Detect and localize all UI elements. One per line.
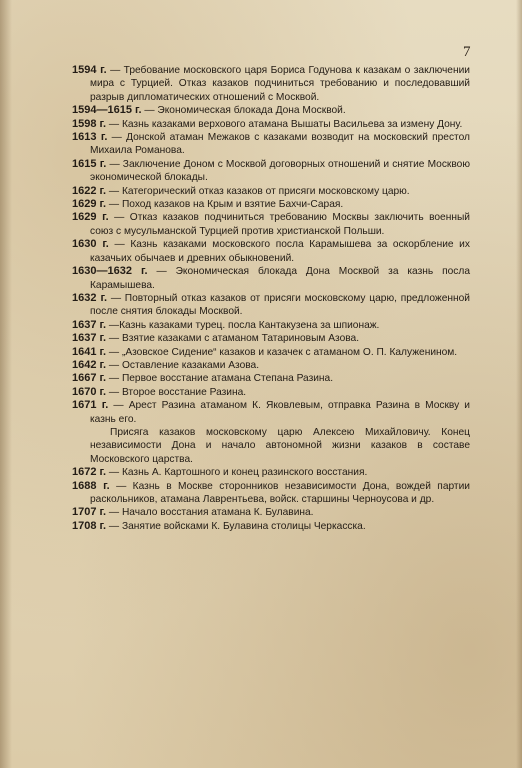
entry-text: — Занятие войсками К. Булавина столицы Черкасска. bbox=[108, 520, 366, 532]
entry-text: — Донской атаман Межаков с казаками возводит на московский престол Михаила Романова. bbox=[90, 132, 470, 157]
chronology-list bbox=[72, 64, 470, 533]
chronology-entry bbox=[72, 292, 470, 319]
entry-text: — Экономическая блокада Дона Москвой. bbox=[144, 105, 346, 117]
entry-text: — Казнь казаками верхового атамана Вышаты Васильева за измену Дону. bbox=[108, 118, 463, 130]
entry-text: — Требование московского царя Бориса Годунова к казакам о заключении мира с Турцией. Отказ казаков подчиниться требованию и последовавший разрыв дипломатических отношений с Москвой. bbox=[90, 65, 470, 103]
entry-year: 1641 г. bbox=[72, 345, 107, 358]
entry-text: — Повторный отказ казаков от присяги московскому царю, предложенной после снятия блокады Москвой. bbox=[90, 292, 470, 318]
chronology-entry bbox=[72, 506, 470, 519]
page-right-edge bbox=[516, 0, 522, 768]
entry-text: — Начало восстания атамана К. Булавина. bbox=[108, 507, 314, 519]
chronology-entry bbox=[72, 64, 470, 104]
entry-text: — Оставление казаками Азова. bbox=[108, 359, 260, 371]
entry-text: — Первое восстание атамана Степана Разина. bbox=[108, 373, 334, 385]
entry-year: 1637 г. bbox=[72, 332, 107, 345]
entry-year: 1622 г. bbox=[72, 184, 107, 197]
entry-year: 1637 г. bbox=[72, 318, 107, 331]
entry-year: 1670 г. bbox=[72, 385, 107, 398]
chronology-entry bbox=[72, 332, 470, 345]
entry-year: 1708 г. bbox=[72, 519, 107, 532]
chronology-entry bbox=[72, 118, 470, 131]
chronology-entry bbox=[72, 372, 470, 385]
entry-year: 1598 г. bbox=[72, 117, 107, 130]
chronology-entry bbox=[72, 466, 470, 479]
entry-year: 1688 г. bbox=[72, 479, 110, 492]
entry-text: — Второе восстание Разина. bbox=[108, 386, 247, 398]
entry-text: — Казнь А. Картошного и конец разинского восстания. bbox=[108, 467, 368, 479]
entry-text: — Казнь казаками московского посла Карамышева за оскорбление их казачьих обычаев и древних обыкновений. bbox=[90, 239, 470, 264]
entry-year: 1630—1632 г. bbox=[72, 265, 148, 278]
chronology-entry bbox=[72, 185, 470, 198]
entry-year: 1594 г. bbox=[72, 64, 107, 76]
chronology-entry bbox=[72, 319, 470, 332]
entry-text: — Поход казаков на Крым и взятие Бахчи-Сарая. bbox=[108, 199, 344, 211]
chronology-entry bbox=[72, 104, 470, 117]
entry-year: 1667 г. bbox=[72, 372, 107, 385]
chronology-entry bbox=[72, 131, 470, 158]
chronology-entry bbox=[72, 386, 470, 399]
entry-text: — „Азовское Сидение“ казаков и казачек с атаманом О. П. Калуженином. bbox=[108, 346, 458, 358]
oath-paragraph: Присяга казаков московскому царю Алексею Михайловичу. Конец независимости Дона и начало автономной жизни казаков в составе Московского царства. bbox=[90, 426, 470, 465]
entry-year: 1594—1615 г. bbox=[72, 104, 142, 117]
chronology-entry bbox=[72, 346, 470, 359]
entry-year: 1707 г. bbox=[72, 506, 107, 519]
chronology-entry bbox=[72, 480, 470, 507]
entry-year: 1629 г. bbox=[72, 198, 107, 211]
entry-year: 1632 г. bbox=[72, 291, 108, 304]
entry-year: 1630 г. bbox=[72, 238, 109, 251]
chronology-entry bbox=[72, 158, 470, 185]
chronology-entry bbox=[72, 520, 470, 533]
entry-text: — Арест Разина атаманом К. Яковлевым, отправка Разина в Москву и казнь его. bbox=[90, 400, 470, 425]
entry-text: —Казнь казаками турец. посла Кантакузена за шпионаж. bbox=[108, 319, 380, 331]
entry-year: 1629 г. bbox=[72, 211, 109, 224]
entry-text: — Казнь в Москве сторонников независимости Дона, вождей партии раскольников, атамана Лаврентьева, войск. старшины Черноусова и др. bbox=[90, 480, 470, 505]
page-number: 7 bbox=[463, 44, 471, 60]
chronology-entry bbox=[72, 359, 470, 372]
entry-text: — Заключение Доном с Москвой договорных отношений и снятие Москвою экономической блокады. bbox=[90, 158, 470, 184]
entry-text: — Отказ казаков подчиниться требованию Москвы заключить военный союз с мусульманской Турцией против христианской Польши. bbox=[90, 212, 470, 237]
chronology-entry bbox=[72, 198, 470, 211]
entry-year: 1671 г. bbox=[72, 399, 109, 412]
entry-year: 1672 г. bbox=[72, 466, 107, 479]
entry-year: 1642 г. bbox=[72, 358, 107, 371]
entry-year: 1615 г. bbox=[72, 157, 107, 170]
page-left-edge bbox=[0, 0, 12, 768]
entry-text: — Взятие казаками с атаманом Татариновым Азова. bbox=[108, 333, 360, 345]
entry-year: 1613 г. bbox=[72, 131, 108, 144]
chronology-entry bbox=[72, 238, 470, 265]
chronology-entry bbox=[72, 399, 470, 426]
entry-text: — Экономическая блокада Дона Москвой за казнь посла Карамышева. bbox=[90, 266, 470, 291]
chronology-entry bbox=[72, 211, 470, 238]
chronology-entry bbox=[72, 265, 470, 292]
entry-text: — Категорический отказ казаков от присяги московскому царю. bbox=[108, 185, 410, 197]
